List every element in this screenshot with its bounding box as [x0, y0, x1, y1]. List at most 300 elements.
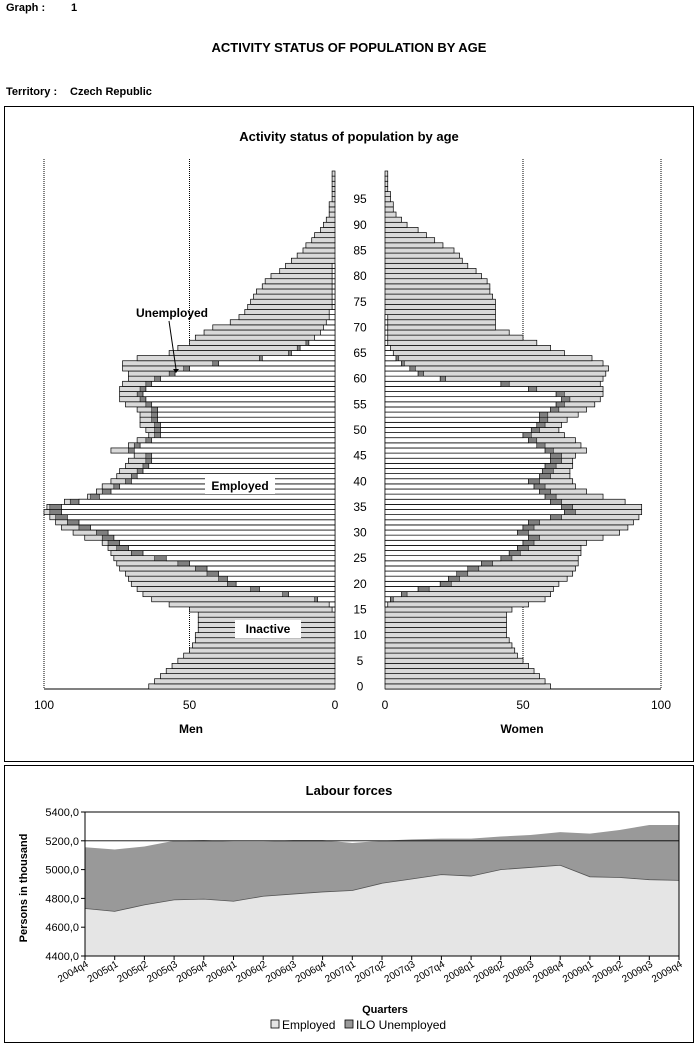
- men-employed-bar: [329, 602, 335, 607]
- men-unemployed-bar: [137, 392, 143, 397]
- age-tick-label: 30: [353, 525, 367, 540]
- men-inactive-bar: [332, 176, 335, 181]
- pyramid-title: Activity status of population by age: [239, 129, 459, 144]
- men-inactive-bar: [329, 212, 335, 217]
- women-inactive-bar: [385, 366, 609, 371]
- men-employed-bar: [61, 509, 335, 514]
- women-employed-bar: [385, 427, 531, 432]
- men-employed-bar: [300, 345, 335, 350]
- men-unemployed-bar: [297, 345, 300, 350]
- women-inactive-bar: [385, 171, 388, 176]
- women-unemployed-bar: [517, 545, 528, 550]
- men-employed-bar: [128, 545, 335, 550]
- men-employed-bar: [320, 330, 335, 335]
- women-employed-bar: [385, 535, 529, 540]
- women-employed-bar: [385, 422, 537, 427]
- men-employed-bar: [99, 494, 335, 499]
- legend-label: Employed: [282, 1018, 336, 1032]
- women-inactive-bar: [385, 268, 476, 273]
- women-inactive-bar: [385, 263, 468, 268]
- men-inactive-bar: [329, 202, 335, 207]
- women-employed-bar: [385, 376, 440, 381]
- men-employed-bar: [152, 438, 335, 443]
- men-unemployed-bar: [155, 376, 161, 381]
- men-unemployed-bar: [207, 571, 219, 576]
- women-unemployed-bar: [468, 566, 479, 571]
- men-unemployed-bar: [125, 479, 131, 484]
- labour-forces-chart: [5, 766, 693, 1042]
- women-x-tick: 50: [516, 698, 530, 712]
- men-inactive-bar: [254, 294, 335, 299]
- women-employed-bar: [385, 489, 540, 494]
- men-axis-label: Men: [179, 722, 203, 736]
- pyramid-chart: [5, 107, 693, 761]
- men-unemployed-bar: [259, 356, 262, 361]
- men-inactive-bar: [271, 274, 335, 279]
- women-inactive-bar: [385, 258, 462, 263]
- men-unemployed-bar: [146, 453, 152, 458]
- age-tick-label: 35: [353, 499, 367, 514]
- men-employed-bar: [332, 284, 335, 289]
- labour-ylabel: Persons in thousand: [18, 833, 30, 943]
- men-inactive-bar: [256, 289, 335, 294]
- women-employed-bar: [385, 468, 542, 473]
- women-employed-bar: [385, 515, 551, 520]
- men-unemployed-bar: [50, 504, 62, 509]
- men-employed-bar: [160, 433, 335, 438]
- graph-number: 1: [71, 2, 78, 14]
- men-employed-bar: [114, 535, 335, 540]
- women-employed-bar: [385, 325, 388, 330]
- men-employed-bar: [146, 386, 335, 391]
- men-unemployed-bar: [146, 381, 152, 386]
- women-unemployed-bar: [551, 499, 562, 504]
- women-unemployed-bar: [501, 381, 509, 386]
- women-unemployed-bar: [402, 361, 405, 366]
- women-employed-bar: [385, 592, 402, 597]
- men-inactive-bar: [251, 299, 335, 304]
- labour-x-tick: 2005q2: [115, 959, 150, 986]
- women-unemployed-bar: [537, 443, 545, 448]
- men-unemployed-bar: [91, 494, 100, 499]
- women-unemployed-bar: [537, 422, 545, 427]
- women-unemployed-bar: [509, 551, 520, 556]
- men-inactive-bar: [280, 268, 335, 273]
- labour-x-tick: 2009q3: [620, 959, 655, 986]
- annotation-unemployed: Unemployed: [135, 306, 209, 320]
- men-inactive-bar: [306, 243, 335, 248]
- women-inactive-bar: [385, 284, 490, 289]
- men-inactive-bar: [265, 279, 335, 284]
- women-unemployed-bar: [529, 535, 540, 540]
- women-inactive-bar: [385, 192, 391, 197]
- men-unemployed-bar: [137, 468, 143, 473]
- men-employed-bar: [332, 263, 335, 268]
- men-inactive-bar: [332, 181, 335, 186]
- men-unemployed-bar: [227, 581, 236, 586]
- men-employed-bar: [166, 556, 335, 561]
- women-employed-bar: [385, 566, 468, 571]
- women-unemployed-bar: [523, 525, 534, 530]
- women-employed-bar: [385, 402, 556, 407]
- men-inactive-bar: [190, 648, 336, 653]
- men-unemployed-bar: [140, 397, 146, 402]
- women-unemployed-bar: [501, 556, 512, 561]
- men-employed-bar: [91, 525, 335, 530]
- labour-x-tick: 2007q2: [353, 959, 388, 986]
- women-unemployed-bar: [540, 474, 551, 479]
- men-unemployed-bar: [178, 561, 190, 566]
- women-unemployed-bar: [545, 494, 556, 499]
- men-unemployed-bar: [146, 458, 152, 463]
- women-inactive-bar: [385, 607, 512, 612]
- women-inactive-bar: [385, 299, 495, 304]
- women-employed-bar: [385, 412, 540, 417]
- women-employed-bar: [385, 356, 396, 361]
- women-unemployed-bar: [562, 504, 573, 509]
- women-employed-bar: [385, 520, 529, 525]
- women-employed-bar: [385, 392, 556, 397]
- women-unemployed-bar: [448, 576, 459, 581]
- women-inactive-bar: [385, 351, 564, 356]
- women-inactive-bar: [385, 217, 402, 222]
- men-unemployed-bar: [195, 566, 207, 571]
- men-employed-bar: [157, 412, 335, 417]
- age-tick-label: 45: [353, 448, 367, 463]
- men-employed-bar: [143, 551, 335, 556]
- women-unemployed-bar: [529, 386, 537, 391]
- women-employed-bar: [385, 351, 393, 356]
- women-employed-bar: [385, 315, 388, 320]
- page-title: ACTIVITY STATUS OF POPULATION BY AGE: [211, 40, 487, 55]
- women-inactive-bar: [385, 227, 418, 232]
- men-employed-bar: [108, 530, 335, 535]
- men-employed-bar: [157, 407, 335, 412]
- labour-xlabel: Quarters: [362, 1004, 408, 1016]
- women-x-tick: 0: [381, 698, 389, 712]
- labour-x-tick: 2007q4: [412, 959, 447, 986]
- women-unemployed-bar: [564, 509, 575, 514]
- men-unemployed-bar: [152, 412, 158, 417]
- labour-y-tick: 4600,0: [45, 922, 79, 935]
- women-unemployed-bar: [562, 397, 570, 402]
- age-tick-label: 95: [353, 192, 367, 207]
- women-inactive-bar: [385, 674, 540, 679]
- labour-x-tick: 2007q1: [323, 959, 358, 986]
- women-employed-bar: [385, 330, 388, 335]
- men-employed-bar: [190, 366, 336, 371]
- women-unemployed-bar: [540, 412, 548, 417]
- men-inactive-bar: [204, 330, 335, 335]
- women-employed-bar: [385, 551, 509, 556]
- women-unemployed-bar: [457, 571, 468, 576]
- men-unemployed-bar: [315, 597, 318, 602]
- men-inactive-bar: [169, 602, 335, 607]
- labour-y-tick: 4400,0: [45, 951, 79, 963]
- women-unemployed-bar: [529, 438, 537, 443]
- women-inactive-bar: [385, 592, 551, 597]
- men-inactive-bar: [239, 315, 335, 320]
- women-employed-bar: [385, 371, 418, 376]
- age-tick-label: 65: [353, 346, 367, 361]
- men-unemployed-bar: [131, 551, 143, 556]
- women-unemployed-bar: [545, 448, 553, 453]
- women-inactive-bar: [385, 212, 396, 217]
- women-unemployed-bar: [534, 484, 545, 489]
- men-inactive-bar: [190, 607, 336, 612]
- men-unemployed-bar: [251, 586, 260, 591]
- men-x-tick: 100: [33, 698, 55, 712]
- labour-y-tick: 5400,0: [45, 807, 79, 819]
- labour-panel: [4, 765, 694, 1043]
- women-inactive-bar: [385, 248, 454, 253]
- women-inactive-bar: [385, 679, 545, 684]
- women-employed-bar: [385, 386, 529, 391]
- women-unemployed-bar: [542, 468, 553, 473]
- men-employed-bar: [140, 443, 335, 448]
- women-unemployed-bar: [545, 463, 556, 468]
- women-inactive-bar: [385, 207, 393, 212]
- labour-y-tick: 5200,0: [45, 835, 79, 848]
- women-inactive-bar: [385, 330, 509, 335]
- women-unemployed-bar: [410, 366, 416, 371]
- men-unemployed-bar: [184, 366, 190, 371]
- men-inactive-bar: [332, 197, 335, 202]
- labour-x-tick: 2006q2: [234, 959, 269, 986]
- men-inactive-bar: [245, 309, 335, 314]
- women-unemployed-bar: [540, 489, 551, 494]
- men-inactive-bar: [195, 638, 335, 643]
- labour-x-tick: 2005q4: [174, 959, 210, 986]
- legend-label: ILO Unemployed: [356, 1018, 447, 1032]
- men-employed-bar: [332, 304, 335, 309]
- men-inactive-bar: [329, 207, 335, 212]
- men-employed-bar: [236, 581, 335, 586]
- women-inactive-bar: [385, 633, 506, 638]
- men-unemployed-bar: [306, 340, 309, 345]
- men-employed-bar: [143, 392, 335, 397]
- women-inactive-bar: [385, 186, 388, 191]
- women-employed-bar: [385, 545, 517, 550]
- men-unemployed-bar: [128, 448, 134, 453]
- women-inactive-bar: [385, 345, 551, 350]
- women-employed-bar: [385, 581, 440, 586]
- labour-x-tick: 2006q1: [204, 959, 239, 986]
- age-tick-label: 15: [353, 602, 367, 617]
- labour-x-tick: 2008q4: [531, 959, 566, 986]
- women-employed-bar: [385, 433, 523, 438]
- men-inactive-bar: [230, 320, 335, 325]
- women-employed-bar: [385, 586, 418, 591]
- annotation-employed: Employed: [211, 479, 269, 493]
- men-inactive-bar: [172, 663, 335, 668]
- labour-x-tick: 2008q1: [442, 959, 477, 986]
- women-inactive-bar: [385, 238, 435, 243]
- labour-x-tick: 2009q2: [590, 959, 626, 986]
- women-inactive-bar: [385, 243, 443, 248]
- age-tick-label: 40: [353, 474, 367, 489]
- women-inactive-bar: [385, 315, 495, 320]
- age-tick-label: 60: [353, 371, 367, 386]
- men-unemployed-bar: [117, 545, 129, 550]
- labour-x-tick: 2005q3: [145, 959, 180, 986]
- men-employed-bar: [318, 597, 335, 602]
- women-inactive-bar: [385, 335, 523, 340]
- men-inactive-bar: [332, 186, 335, 191]
- men-employed-bar: [259, 586, 335, 591]
- men-employed-bar: [160, 422, 335, 427]
- women-inactive-bar: [385, 253, 460, 258]
- men-employed-bar: [288, 592, 335, 597]
- men-inactive-bar: [326, 217, 335, 222]
- women-employed-bar: [385, 345, 391, 350]
- men-inactive-bar: [195, 335, 335, 340]
- men-inactive-bar: [262, 284, 335, 289]
- women-unemployed-bar: [517, 530, 528, 535]
- age-tick-label: 50: [353, 423, 367, 437]
- men-unemployed-bar: [152, 417, 158, 422]
- women-inactive-bar: [385, 320, 495, 325]
- women-inactive-bar: [385, 294, 493, 299]
- age-tick-label: 0: [356, 679, 364, 694]
- men-unemployed-bar: [134, 443, 140, 448]
- men-employed-bar: [152, 381, 335, 386]
- women-employed-bar: [385, 458, 551, 463]
- men-inactive-bar: [166, 668, 335, 673]
- men-inactive-bar: [291, 258, 335, 263]
- women-inactive-bar: [385, 289, 490, 294]
- labour-x-tick: 2008q2: [471, 959, 507, 986]
- women-inactive-bar: [385, 648, 515, 653]
- men-unemployed-bar: [102, 535, 114, 540]
- women-employed-bar: [385, 499, 551, 504]
- men-x-tick: 0: [331, 698, 339, 712]
- women-inactive-bar: [385, 622, 506, 627]
- labour-x-tick: 2006q3: [263, 959, 299, 986]
- women-employed-bar: [385, 484, 534, 489]
- women-inactive-bar: [385, 181, 388, 186]
- men-employed-bar: [157, 417, 335, 422]
- women-unemployed-bar: [440, 581, 451, 586]
- men-employed-bar: [190, 561, 336, 566]
- men-employed-bar: [152, 458, 335, 463]
- age-tick-label: 85: [353, 243, 367, 258]
- men-unemployed-bar: [155, 422, 161, 427]
- women-inactive-bar: [385, 361, 603, 366]
- men-unemployed-bar: [102, 489, 111, 494]
- labour-x-tick: 2004q4: [56, 959, 91, 986]
- men-inactive-bar: [178, 658, 335, 663]
- men-unemployed-bar: [283, 592, 289, 597]
- women-inactive-bar: [385, 612, 506, 617]
- women-employed-bar: [385, 366, 410, 371]
- men-employed-bar: [120, 540, 335, 545]
- men-employed-bar: [175, 371, 335, 376]
- women-inactive-bar: [385, 668, 534, 673]
- women-employed-bar: [385, 443, 537, 448]
- age-tick-label: 25: [353, 551, 367, 566]
- women-inactive-bar: [385, 222, 407, 227]
- men-inactive-bar: [303, 248, 335, 253]
- women-inactive-bar: [385, 197, 391, 202]
- women-inactive-bar: [385, 325, 495, 330]
- men-employed-bar: [67, 515, 335, 520]
- women-employed-bar: [385, 597, 391, 602]
- women-employed-bar: [385, 479, 529, 484]
- men-employed-bar: [329, 315, 335, 320]
- women-employed-bar: [385, 474, 540, 479]
- women-unemployed-bar: [540, 417, 548, 422]
- men-unemployed-bar: [146, 438, 152, 443]
- women-unemployed-bar: [523, 433, 531, 438]
- women-unemployed-bar: [482, 561, 493, 566]
- men-employed-bar: [152, 453, 335, 458]
- women-unemployed-bar: [418, 371, 424, 376]
- men-unemployed-bar: [143, 463, 149, 468]
- men-unemployed-bar: [152, 407, 158, 412]
- men-employed-bar: [332, 268, 335, 273]
- women-inactive-bar: [385, 309, 495, 314]
- women-inactive-bar: [385, 643, 512, 648]
- men-unemployed-bar: [155, 433, 161, 438]
- men-unemployed-bar: [108, 540, 120, 545]
- women-unemployed-bar: [556, 392, 564, 397]
- men-employed-bar: [149, 463, 335, 468]
- men-employed-bar: [315, 335, 335, 340]
- men-unemployed-bar: [79, 525, 91, 530]
- women-inactive-bar: [385, 617, 506, 622]
- men-employed-bar: [207, 566, 335, 571]
- women-unemployed-bar: [551, 458, 562, 463]
- women-unemployed-bar: [391, 597, 394, 602]
- women-inactive-bar: [385, 233, 426, 238]
- men-inactive-bar: [312, 238, 335, 243]
- men-employed-bar: [291, 351, 335, 356]
- women-inactive-bar: [385, 340, 537, 345]
- men-employed-bar: [61, 504, 335, 509]
- women-employed-bar: [385, 340, 388, 345]
- men-unemployed-bar: [96, 530, 108, 535]
- women-inactive-bar: [385, 356, 592, 361]
- men-employed-bar: [219, 361, 335, 366]
- annotation-inactive: Inactive: [245, 622, 291, 636]
- women-employed-bar: [385, 397, 562, 402]
- age-tick-label: 10: [353, 628, 367, 643]
- men-employed-bar: [219, 571, 335, 576]
- men-unemployed-bar: [155, 556, 167, 561]
- men-employed-bar: [79, 499, 335, 504]
- men-inactive-bar: [160, 674, 335, 679]
- labour-y-tick: 5000,0: [45, 864, 79, 877]
- men-inactive-bar: [297, 253, 335, 258]
- men-employed-bar: [332, 274, 335, 279]
- labour-title: Labour forces: [305, 783, 393, 798]
- women-inactive-bar: [385, 663, 529, 668]
- men-employed-bar: [326, 320, 335, 325]
- women-employed-bar: [385, 509, 564, 514]
- men-employed-bar: [152, 402, 335, 407]
- pyramid-panel: [4, 106, 694, 762]
- women-inactive-bar: [385, 653, 517, 658]
- women-employed-bar: [385, 335, 388, 340]
- men-unemployed-bar: [219, 576, 228, 581]
- labour-x-tick: 2007q3: [382, 959, 418, 986]
- men-inactive-bar: [149, 684, 335, 689]
- women-unemployed-bar: [529, 520, 540, 525]
- men-inactive-bar: [315, 233, 335, 238]
- women-inactive-bar: [385, 658, 523, 663]
- labour-x-tick: 2009q1: [560, 959, 596, 986]
